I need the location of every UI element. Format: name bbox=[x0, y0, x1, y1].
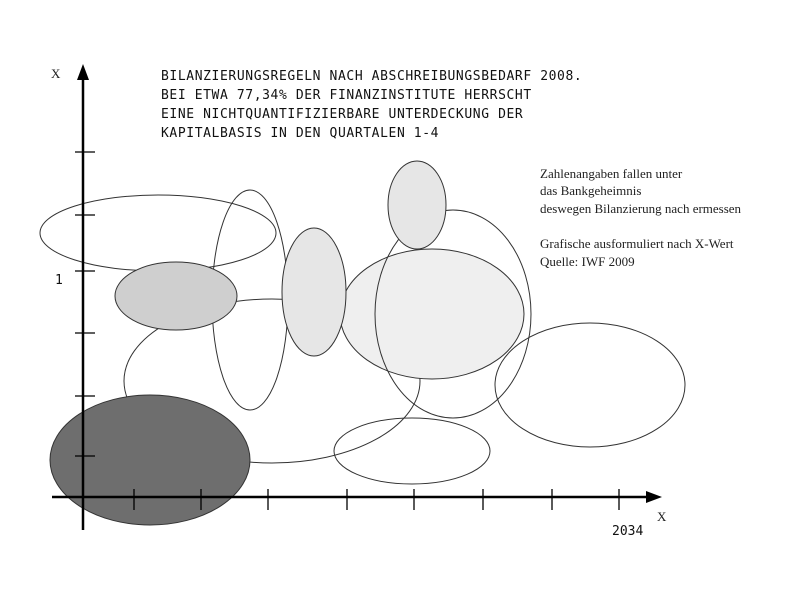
y-axis-arrowhead bbox=[77, 64, 89, 80]
ellipse-light-gray-center bbox=[340, 249, 524, 379]
annotation-line: das Bankgeheimnis bbox=[540, 183, 642, 198]
ellipse-mid-gray-left bbox=[115, 262, 237, 330]
annotation-line: deswegen Bilanzierung nach ermessen bbox=[540, 201, 742, 216]
annotation-note bbox=[540, 166, 742, 269]
title-line: BILANZIERUNGSREGELN NACH ABSCHREIBUNGSBEDARF 2008. bbox=[161, 69, 583, 84]
x-tick-label: 2034 bbox=[612, 524, 644, 539]
annotation-line: Zahlenangaben fallen unter bbox=[540, 166, 683, 181]
ellipse-dark-gray bbox=[50, 395, 250, 525]
ellipse-vertical-gray-mid bbox=[282, 228, 346, 356]
ellipse-bottom-center bbox=[334, 418, 490, 484]
title-line: EINE NICHTQUANTIFIZIERBARE UNTERDECKUNG DER bbox=[161, 107, 524, 122]
ellipse-wide-top-left bbox=[40, 195, 276, 271]
annotation-line: Grafische ausformuliert nach X-Wert bbox=[540, 236, 734, 251]
annotation-line: Quelle: IWF 2009 bbox=[540, 254, 635, 269]
y-axis-label: X bbox=[51, 66, 61, 81]
title-line: KAPITALBASIS IN DEN QUARTALEN 1-4 bbox=[161, 126, 440, 141]
x-axis-label: X bbox=[657, 509, 667, 524]
y-tick-label: 1 bbox=[55, 273, 63, 288]
x-axis-arrowhead bbox=[646, 491, 662, 503]
chart-title bbox=[161, 69, 582, 141]
ellipse-right-outline bbox=[495, 323, 685, 447]
title-line: BEI ETWA 77,34% DER FINANZINSTITUTE HERRSCHT bbox=[161, 88, 532, 103]
ellipse-small-top-gray bbox=[388, 161, 446, 249]
